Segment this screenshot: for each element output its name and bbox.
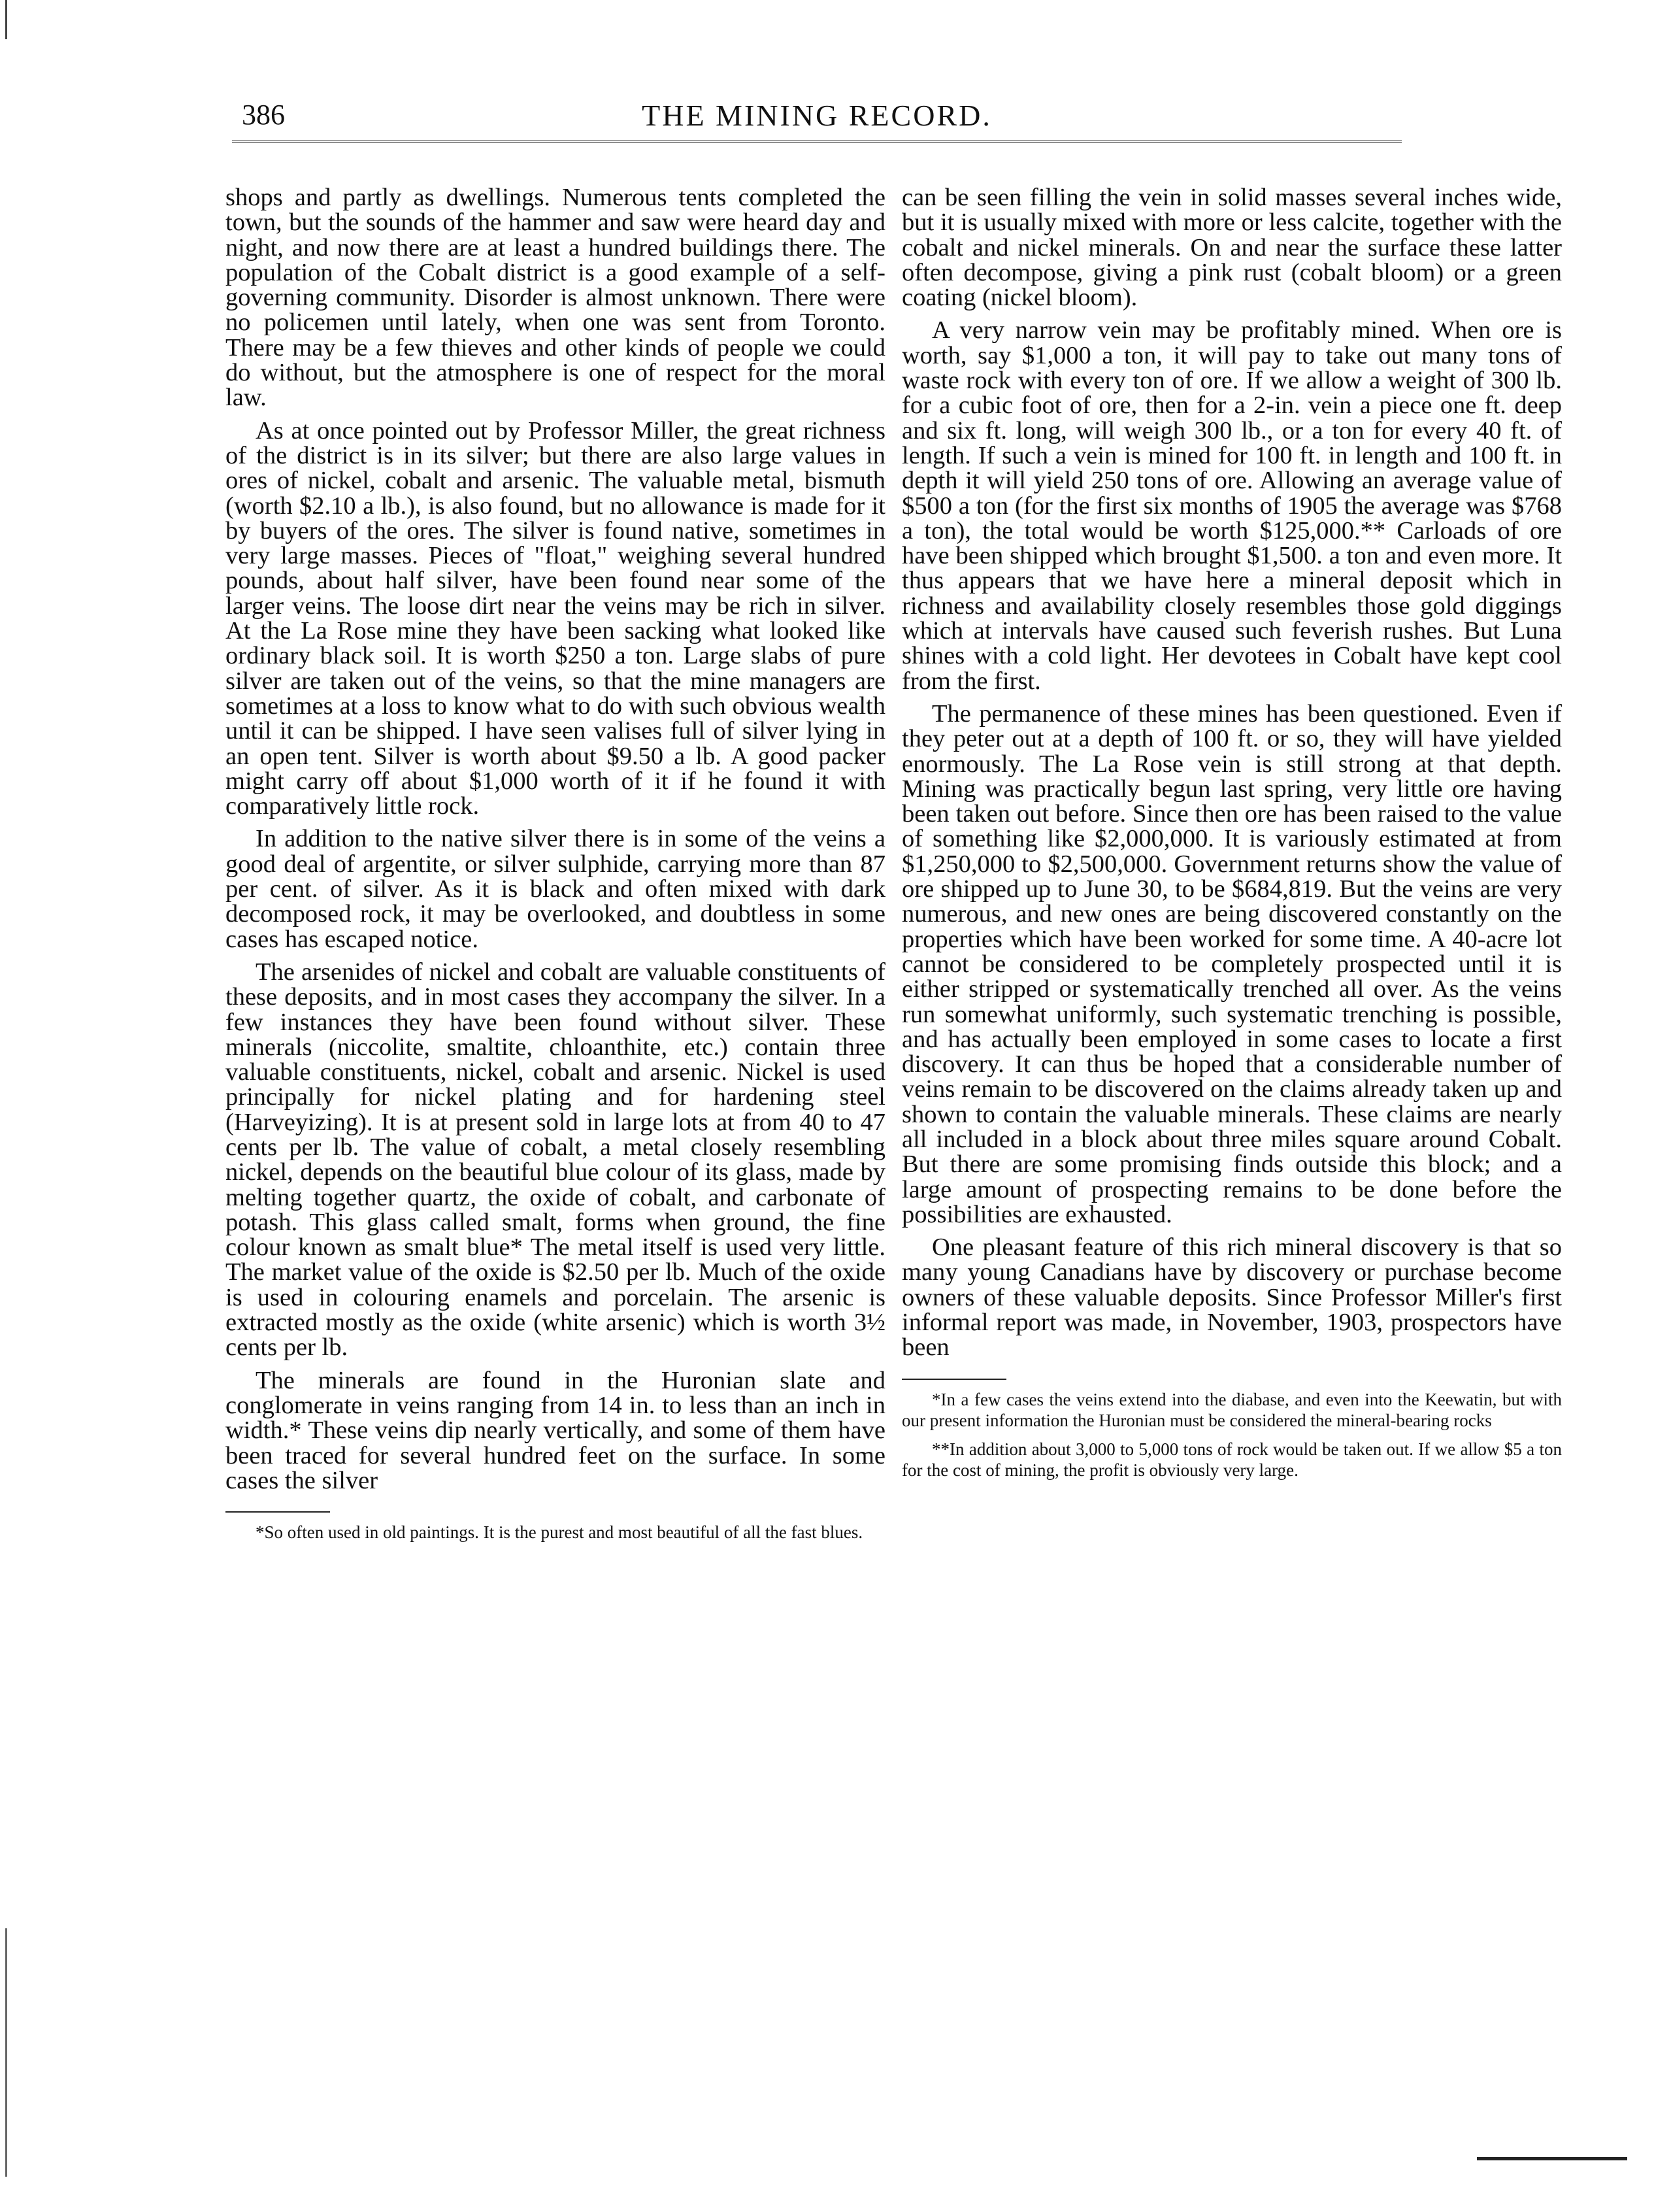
paragraph: One pleasant feature of this rich mineral discovery is that so many young Canadians have by discovery or purchase become owners of these valuable deposits. Since Professor Miller's first informal report was made, in November, 1903, prospectors have been: [902, 1233, 1562, 1362]
right-column: [902, 185, 1562, 1488]
footnote: *So often used in old paintings. It is the purest and most beautiful of all the fast blues.: [256, 1522, 863, 1543]
left-column: [225, 185, 885, 1550]
header-rule: [232, 141, 1402, 143]
page-number: 386: [242, 99, 285, 131]
footnote-rule: [902, 1379, 1006, 1380]
paragraph: can be seen filling the vein in solid masses several inches wide, but it is usually mixed with more or less calcite, together with the cobalt and nickel minerals. On and near the surface these latter often decompose, giving a pink rust (cobalt bloom) or a green coating (nickel bloom).: [902, 184, 1562, 312]
paragraph: In addition to the native silver there is in some of the veins a good deal of argentite, or silver sulphide, carrying more than 87 per cent. of silver. As it is black and often mixed with dark decomposed rock, it may be overlooked, and doubtless in some cases has escaped notice.: [225, 825, 885, 953]
paragraph: The minerals are found in the Huronian slate and conglomerate in veins ranging from 14 in. to less than an inch in width.* These veins dip nearly vertically, and some of them have been traced for several hundred feet on the surface. In some cases the silver: [225, 1366, 885, 1494]
paragraph: The arsenides of nickel and cobalt are valuable constituents of these deposits, and in most cases they accompany the silver. In a few instances they have been found without silver. These minerals (niccolite, smaltite, chloanthite, etc.) contain three valuable constituents, nickel, cobalt and arsenic. Nickel is used principally for nickel plating and for hardening steel (Harveyizing). It is at present sold in large lots at from 40 to 47 cents per lb. The value of cobalt, a metal closely resembling nickel, depends on the beautiful blue colour of its glass, made by melting together quartz, the oxide of cobalt, and carbonate of potash. This glass called smalt, forms when ground, the fine colour known as smalt blue* The metal itself is used very little. The market value of the oxide is $2.50 per lb. Much of the oxide is used in colouring enamels and porcelain. The arsenic is extracted mostly as the oxide (white arsenic) which is worth 3½ cents per lb.: [225, 958, 885, 1362]
scan-edge-mark: [1477, 2157, 1627, 2160]
paragraph: As at once pointed out by Professor Miller, the great richness of the district is in its silver; but there are also large values in ores of nickel, cobalt and arsenic. The valuable metal, bismuth (worth $2.10 a lb.), is also found, but no allowance is made for it by buyers of the ores. The silver is found native, sometimes in very large masses. Pieces of "float," weighing several hundred pounds, about half silver, have been found near some of the larger veins. The loose dirt near the veins may be rich in silver. At the La Rose mine they have been sacking what looked like ordinary black soil. It is worth $250 a ton. Large slabs of pure silver are taken out of the veins, so that the mine managers are sometimes at a loss to know what to do with such obvious wealth until it can be shipped. I have seen valises full of silver lying in an open tent. Silver is worth about $9.50 a lb. A good packer might carry off about $1,000 worth of it if he found it with comparatively little rock.: [225, 416, 885, 820]
scan-edge-mark: [5, 0, 7, 39]
scan-edge-mark: [5, 1928, 7, 2177]
footnote: **In addition about 3,000 to 5,000 tons of rock would be taken out. If we allow $5 a ton for the cost of mining, the profit is obviously very large.: [902, 1439, 1562, 1480]
journal-title: THE MINING RECORD.: [642, 99, 992, 132]
paragraph: shops and partly as dwellings. Numerous tents completed the town, but the sounds of the hammer and saw were heard day and night, and now there are at least a hundred buildings there. The population of the Cobalt district is a good example of a self-governing community. Disorder is almost unknown. There were no policemen until lately, when one was sent from Toronto. There may be a few thieves and other kinds of people we could do without, but the atmosphere is one of respect for the moral law.: [225, 184, 885, 412]
page-header: [229, 98, 1405, 137]
paragraph: A very narrow vein may be profitably mined. When ore is worth, say $1,000 a ton, it will pay to take out many tons of waste rock with every ton of ore. If we allow a weight of 300 lb. for a cubic foot of ore, then for a 2-in. vein a piece one ft. deep and six ft. long, will weigh 300 lb., or a ton for every 40 ft. of length. If such a vein is mined for 100 ft. in length and 100 ft. in depth it will yield 250 tons of ore. Allowing an average value of $500 a ton (for the first six months of 1905 the average was $768 a ton), the total would be worth $125,000.** Carloads of ore have been shipped which brought $1,500. a ton and even more. It thus appears that we have here a mineral deposit which in richness and availability closely resembles those gold diggings which at intervals have caused such feverish rushes. But Luna shines with a cold light. Her devotees in Cobalt have kept cool from the first.: [902, 316, 1562, 695]
footnote-rule: [225, 1511, 330, 1513]
footnote: *In a few cases the veins extend into the diabase, and even into the Keewatin, but with our present information the Huronian must be considered the mineral-bearing rocks: [902, 1389, 1562, 1430]
paragraph: The permanence of these mines has been questioned. Even if they peter out at a depth of 100 ft. or so, they will have yielded enormously. The La Rose vein is still strong at that depth. Mining was practically begun last spring, very little ore having been taken out before. Since then ore has been raised to the value of something like $2,000,000. It is variously estimated at from $1,250,000 to $2,500,000. Government returns show the value of ore shipped up to June 30, to be $684,819. But the veins are very numerous, and new ones are being discovered constantly on the properties which have been worked for some time. A 40-acre lot cannot be considered to be completely prospected until it is either stripped or systematically trenched all over. As the veins run somewhat uniformly, such systematic trenching is possible, and has actually been employed in some cases to locate a first discovery. It can thus be hoped that a considerable number of veins remain to be discovered on the claims already taken up and shown to contain the valuable minerals. These claims are nearly all included in a block about three miles square around Cobalt. But there are some promising finds outside this block; and a large amount of prospecting remains to be done before the possibilities are exhausted.: [902, 699, 1562, 1228]
